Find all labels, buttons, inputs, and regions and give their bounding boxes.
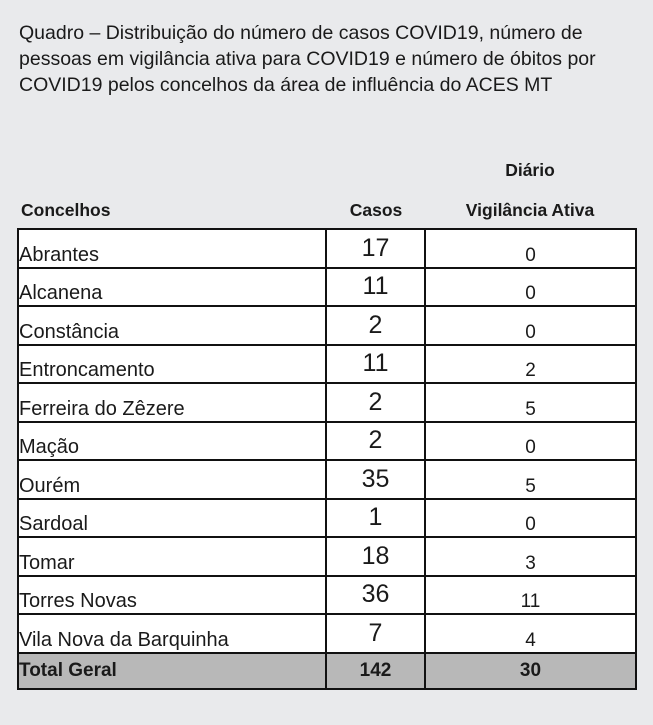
table-row [18,229,636,268]
concelho-cell: Torres Novas [18,576,326,615]
covid-data-table [17,228,637,690]
casos-cell: 11 [326,345,425,384]
vigilancia-cell: 0 [425,306,636,345]
table-row [18,345,636,384]
casos-cell: 1 [326,499,425,538]
total-casos: 142 [326,653,425,689]
column-group-header: Diário [505,160,555,180]
concelho-cell: Vila Nova da Barquinha [18,614,326,653]
table-row [18,306,636,345]
concelho-cell: Tomar [18,537,326,576]
casos-cell: 2 [326,422,425,461]
table-row [18,614,636,653]
casos-cell: 35 [326,460,425,499]
casos-cell: 17 [326,229,425,268]
column-header-vigilancia: Vigilância Ativa [465,200,595,220]
vigilancia-cell: 11 [425,576,636,615]
table-row [18,460,636,499]
total-vigilancia: 30 [425,653,636,689]
vigilancia-cell: 3 [425,537,636,576]
table-row [18,576,636,615]
vigilancia-cell: 4 [425,614,636,653]
vigilancia-cell: 5 [425,460,636,499]
table-row [18,499,636,538]
vigilancia-cell: 0 [425,268,636,307]
total-row [18,653,636,689]
vigilancia-cell: 5 [425,383,636,422]
vigilancia-cell: 2 [425,345,636,384]
concelho-cell: Entroncamento [18,345,326,384]
casos-cell: 11 [326,268,425,307]
concelho-cell: Mação [18,422,326,461]
table-row [18,268,636,307]
concelho-cell: Sardoal [18,499,326,538]
concelho-cell: Abrantes [18,229,326,268]
vigilancia-cell: 0 [425,422,636,461]
casos-cell: 18 [326,537,425,576]
concelho-cell: Alcanena [18,268,326,307]
table-caption: Quadro – Distribuição do número de casos COVID19, número de pessoas em vigilância ativa para COVID19 e número de óbitos por COVID19 pelos concelhos da área de influência do ACES MT [19,22,596,96]
column-header-concelhos: Concelhos [21,200,111,220]
vigilancia-cell: 0 [425,229,636,268]
concelho-cell: Constância [18,306,326,345]
casos-cell: 2 [326,383,425,422]
total-label: Total Geral [18,653,326,689]
table-row [18,537,636,576]
column-header-casos: Casos [349,200,403,220]
vigilancia-cell: 0 [425,499,636,538]
table-row [18,383,636,422]
table-row [18,422,636,461]
concelho-cell: Ferreira do Zêzere [18,383,326,422]
casos-cell: 36 [326,576,425,615]
casos-cell: 7 [326,614,425,653]
concelho-cell: Ourém [18,460,326,499]
casos-cell: 2 [326,306,425,345]
